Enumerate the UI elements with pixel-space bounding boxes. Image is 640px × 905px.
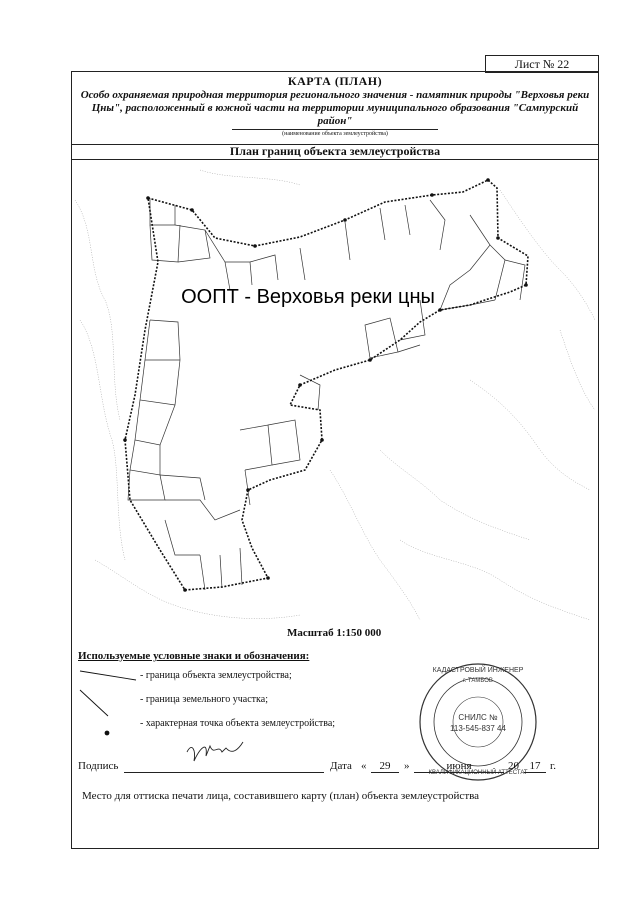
stamp-place-note: Место для оттиска печати лица, составившего карту (план) объекта землеустройства [82,790,480,802]
object-description: Особо охраняемая природная территория регионального значения - памятник природы "Верховья реки Цны", расположенный в южной части на территории муниципального образования "Сампурский район" [80,89,590,127]
date-month: июня [414,760,504,773]
date-year-suffix: г. [550,760,557,772]
date-year: 17 [524,760,546,773]
svg-text:КВАЛИФИКАЦИОННЫЙ АТТЕСТАТ: КВАЛИФИКАЦИОННЫЙ АТТЕСТАТ [428,770,528,776]
sheet-number: Лист № 22 [485,55,599,73]
signature-line [124,760,324,773]
point-symbol [105,731,110,736]
legend-item-characteristic-point: - характерная точка объекта землеустройства; [140,718,336,729]
svg-text:113-545-837 44: 113-545-837 44 [450,724,506,733]
parcel-boundaries [128,198,525,590]
legend-item-object-boundary: - граница объекта землеустройства; [140,670,292,681]
map-title: КАРТА (ПЛАН) [287,74,383,88]
date-day: 29 [371,760,399,773]
plan-title: План границ объекта землеустройства [72,144,598,160]
signature-label: Подпись [78,760,119,772]
parcel-boundary-symbol [80,690,108,716]
date-open-quote: « [361,760,367,772]
signature-mark [187,742,243,761]
characteristic-points [123,178,528,592]
svg-text:СНИЛС №: СНИЛС № [458,713,498,722]
date-year-prefix: 20 [508,760,519,772]
date-close-quote: » [404,760,410,772]
map-label: ООПТ - Верховья реки цны [181,286,435,308]
map-scale: Масштаб 1:150 000 [287,627,382,639]
legend-item-parcel-boundary: - граница земельного участка; [140,694,268,705]
svg-text:г. ТАМБОВ: г. ТАМБОВ [463,678,493,684]
object-boundary [125,180,528,590]
date-label: Дата [330,760,352,772]
terrain-lines [75,170,595,620]
legend-title: Используемые условные знаки и обозначения: [78,650,310,662]
object-boundary-symbol [80,671,136,680]
object-name-note: (наименование объекта землеустройства) [232,129,438,138]
svg-text:КАДАСТРОВЫЙ ИНЖЕНЕР: КАДАСТРОВЫЙ ИНЖЕНЕР [432,667,524,674]
